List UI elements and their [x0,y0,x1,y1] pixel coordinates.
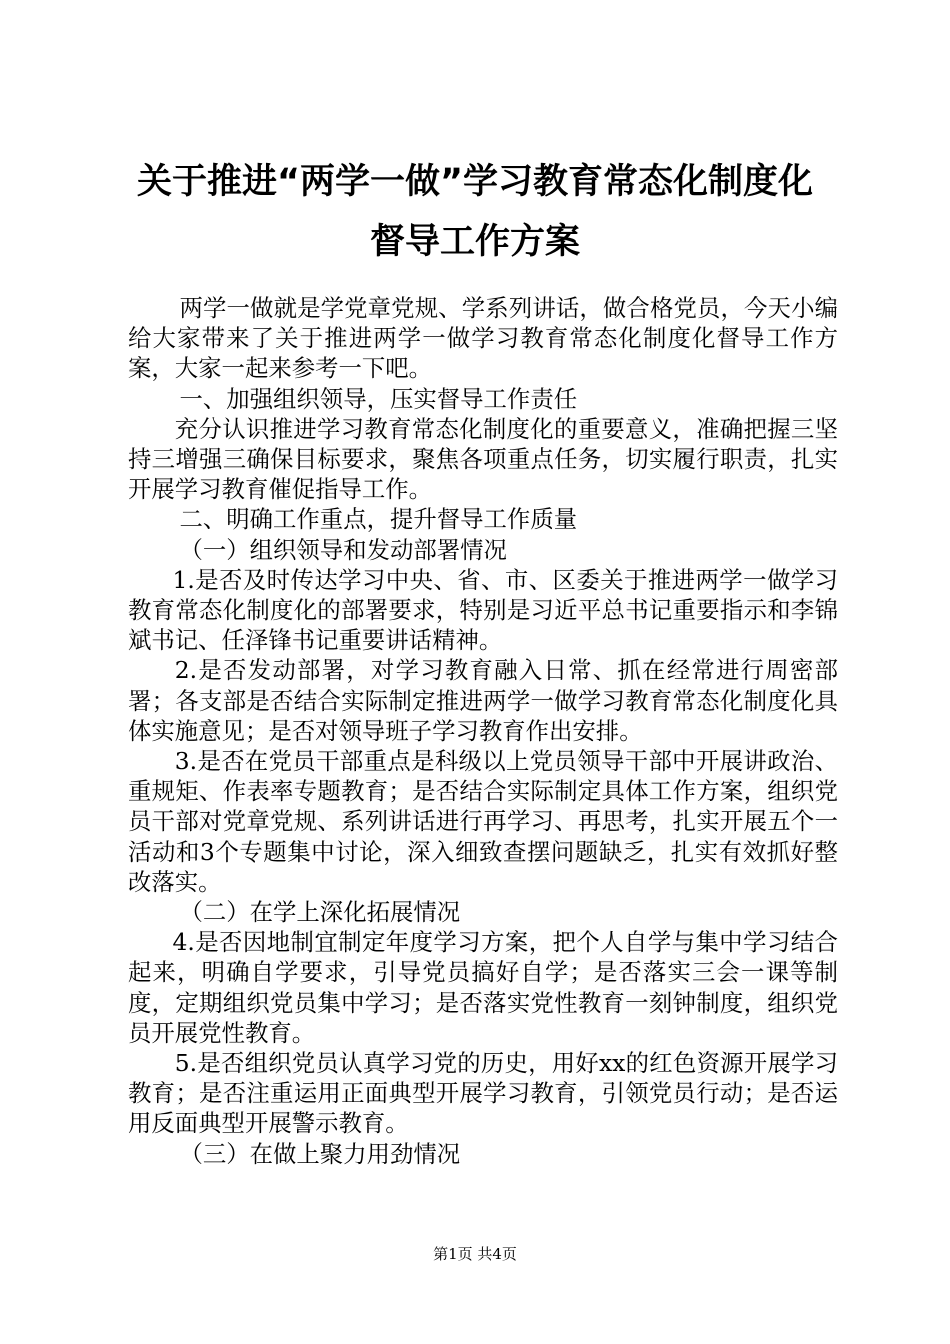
subsection-heading-2: （二）在学上深化拓展情况 [179,898,461,927]
subsection-heading-1: （一）组织领导和发动部署情况 [179,535,507,564]
page-number-footer: 第1页 共4页 [433,1245,517,1263]
document-title-line-2: 督导工作方案 [369,222,580,262]
list-item-4: 4.是否因地制宜制定年度学习方案，把个人自学与集中学习结合起来，明确自学要求，引导党员搞好自学；是否落实三会一课等制度，定期组织党员集中学习；是否落实党性教育一刻钟制度，组织党员开展党性教育。 [128,928,838,1047]
list-item-1: 1.是否及时传达学习中央、省、市、区委关于推进两学一做学习教育常态化制度化的部署要求，特别是习近平总书记重要指示和李锦斌书记、任泽锋书记重要讲话精神。 [128,565,838,655]
list-item-2: 2.是否发动部署，对学习教育融入日常、抓在经常进行周密部署；各支部是否结合实际制定推进两学一做学习教育常态化制度化具体实施意见；是否对领导班子学习教育作出安排。 [128,656,838,745]
list-item-3: 3.是否在党员干部重点是科级以上党员领导干部中开展讲政治、重规矩、作表率专题教育；是否结合实际制定具体工作方案，组织党员干部对党章党规、系列讲话进行再学习、再思考，扎实开展五个一活动和3个专题集中讨论，深入细致查摆问题缺乏，扎实有效抓好整改落实。 [128,747,838,896]
paragraph-intro: 两学一做就是学党章党规、学系列讲话，做合格党员，今天小编给大家带来了关于推进两学一做学习教育常态化制度化督导工作方案，大家一起来参考一下吧。 [128,294,838,383]
list-item-5: 5.是否组织党员认真学习党的历史，用好xx的红色资源开展学习教育；是否注重运用正面典型开展学习教育，引领党员行动；是否运用反面典型开展警示教育。 [128,1049,838,1138]
document-title-line-1: 关于推进“两学一做”学习教育常态化制度化 [136,162,813,202]
section-heading-2: 二、明确工作重点，提升督导工作质量 [179,505,578,534]
paragraph-section-1: 充分认识推进学习教育常态化制度化的重要意义，准确把握三坚持三增强三确保目标要求，聚焦各项重点任务，切实履行职责，扎实开展学习教育催促指导工作。 [128,414,838,504]
document-body [128,293,838,1169]
section-heading-1: 一、加强组织领导，压实督导工作责任 [179,384,578,413]
subsection-heading-3: （三）在做上聚力用劲情况 [179,1139,461,1168]
